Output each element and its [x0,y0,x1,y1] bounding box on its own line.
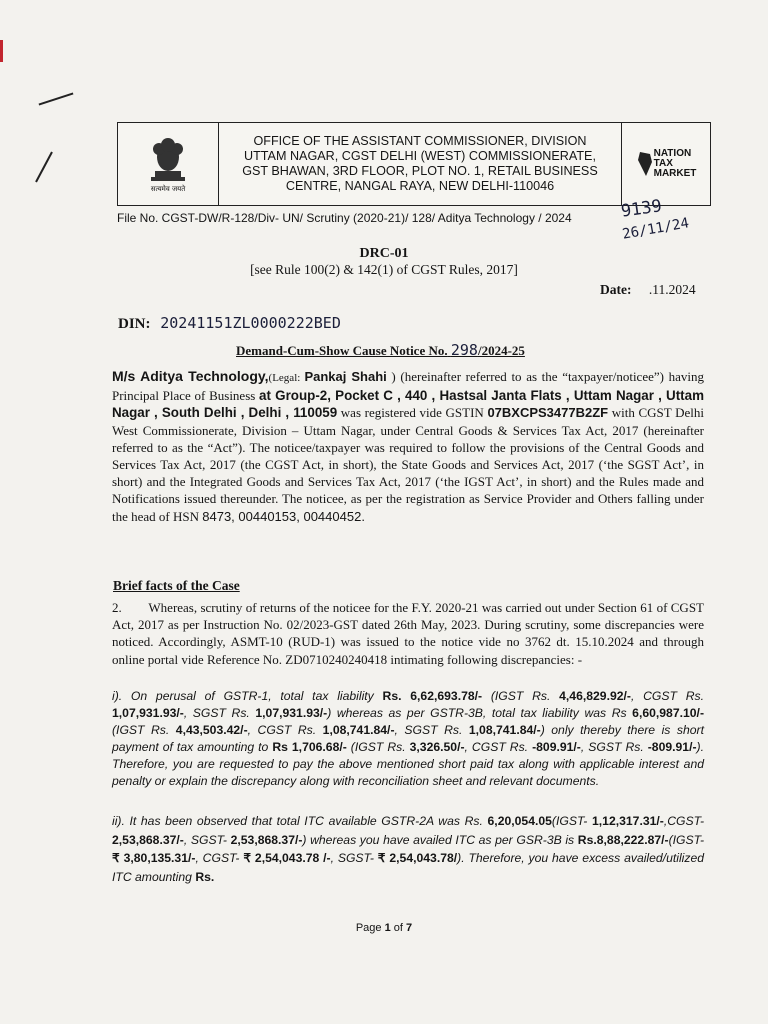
page-number: 1 [384,922,391,934]
date-value: .11.2024 [648,282,696,297]
item-text: ,CGST- [663,814,705,828]
item-text: , SGST- [183,832,231,847]
item-text: , SGST Rs. [394,723,469,737]
page-footer [0,922,768,934]
amount: 1,08,741.84/- [468,723,541,737]
amount: 4,43,503.42/- [175,723,248,737]
item-text: (IGST Rs. [112,723,176,737]
page-total: 7 [406,922,413,934]
office-line: CENTRE, NANGAL RAYA, NEW DELHI-110046 [285,179,555,193]
office-address [219,123,621,205]
amount: 4,46,829.92/- [559,689,631,703]
amount: -809.91/- [647,740,697,754]
item-text: , CGST Rs. [464,740,533,754]
business-address: at Group-2, Pocket C , 440 , Hastsal Janta Flats , Uttam Nagar , Uttam Nagar , South Delhi , Delhi , 110059 [112,388,704,421]
item-text: ) whereas as per GSTR-3B, total tax liability was Rs [327,706,633,720]
amount: Rs 1,706.68/- [272,740,347,754]
amount: Rs. 6,62,693.78/- [382,689,483,703]
amount: Rs. [195,869,215,884]
notice-number: 298 [450,341,478,359]
amount: 6,60,987.10/- [632,706,704,720]
amount: 6,20,054.05 [487,814,552,828]
discrepancy-item-1 [112,688,704,790]
intro-text: ) (hereinafter referred to as the “taxpayer/noticee”) having Principal Place of Business [112,369,704,404]
logo-map-icon [636,150,654,178]
amount: ₹ 2,54,043.78 /- [243,851,331,865]
item-text: , CGST Rs. [247,723,323,737]
legal-label: (Legal: [268,372,305,384]
intro-text: was registered vide GSTIN [337,405,488,421]
amount: 1,08,741.84/- [322,723,395,737]
amount: 1,07,931.93/- [255,706,328,720]
item-text: ) only thereby there is short payment of tax amounting to [112,723,704,754]
discrepancy-item-2 [112,812,704,886]
din-line [118,314,341,333]
intro-text: with CGST Delhi West Commissionerate, Division – Uttam Nagar, under Central Goods & Services Tax Act, 2017 (hereinafter referred to as the “Act”). The noticee/taxpayer was required to follow the provisions of the Central Goods and Services Tax Act, 2017 (the CGST Act, in short), the State Goods and Services Act, 2017 (‘the SGST Act’, in short) and the Integrated Goods and Services Tax Act, 2017 (‘the IGST Act’, in short) and the Rules made and Notifications issued thereunder. The noticee, as per the registration as Service Provider and Others falling under the head of HSN [112,405,704,524]
nation-tax-market-logo [621,123,710,205]
logo-line: MARKET [653,168,697,179]
file-number: File No. CGST-DW/R-128/Div- UN/ Scrutiny (2020-21)/ 128/ Aditya Technology / 2024 [117,211,572,225]
amount: ₹ 2,54,043.78/ [377,851,458,865]
logo-line: TAX [653,158,673,169]
item-text: (IGST Rs. [346,740,410,754]
office-line: GST BHAWAN, 3RD FLOOR, PLOT NO. 1, RETAIL BUSINESS [242,164,598,178]
form-rule: [see Rule 100(2) & 142(1) of CGST Rules, 2017] [250,262,518,277]
item-text: , CGST Rs. [630,689,704,703]
form-title: DRC-01 [359,246,409,261]
gstin: 07BXCPS3477B2ZF [487,405,609,421]
pen-stroke [35,152,53,183]
item-text: (IGST- [551,814,592,828]
hsn-codes: 8473, 00440153, 00440452. [202,508,365,524]
firm-name: M/s Aditya Technology, [112,368,269,384]
handwritten-number: 9139 [619,196,664,222]
amount: Rs.8,88,222.87/- [577,832,669,847]
item-text: , CGST- [195,851,244,865]
item-text: (IGST- [668,832,705,847]
amount: -809.91/- [532,740,581,754]
national-emblem-icon [141,135,195,185]
amount: 1,07,931.93/- [112,706,184,720]
office-line: OFFICE OF THE ASSISTANT COMMISSIONER, DIVISION [253,134,587,148]
item-text: , SGST Rs. [580,740,648,754]
item-text: , SGST- [330,851,378,865]
notice-prefix: Demand-Cum-Show Cause Notice No. [236,343,448,358]
facts-paragraph [112,599,708,668]
handwritten-date: 26/11/24 [621,215,691,243]
item-text: ). Therefore, you are requested to pay the above mentioned short paid tax along with applicable interest and penalty or explain the discrepancy along with reconciliation sheet and relevant documents. [112,740,704,788]
amount: ₹ 3,80,135.31/- [112,851,196,865]
amount: 1,12,317.31/- [592,814,664,828]
emblem [118,123,219,205]
item-text: ). Therefore, you have excess availed/utilized ITC amounting [112,851,705,884]
date-label: Date: [600,282,632,297]
legal-name: Pankaj Shahi [304,369,387,384]
office-line: UTTAM NAGAR, CGST DELHI (WEST) COMMISSIONERATE, [244,149,596,163]
notice-date [600,282,696,298]
para-2: 2. Whereas, scrutiny of returns of the noticee for the F.Y. 2020-21 was carried out under Section 61 of CGST Act, 2017 as per Instruction No. 02/2023-GST dated 26th May, 2023. During scrutiny, some discrepancies were noticed. Accordingly, ASMT-10 (RUD-1) was issued to the notice vide no 3762 dt. 15.10.2024 and through online portal vide Reference No. ZD0710240240418 intimating following discrepancies: - [112,600,708,667]
item-text: i). On perusal of GSTR-1, total tax liability [112,689,383,703]
red-edge-mark [0,40,3,62]
amount: 3,326.50/- [409,740,465,754]
din-label: DIN: [118,316,151,332]
intro-paragraph [112,368,704,525]
section-heading: Brief facts of the Case [113,578,240,593]
item-text: , SGST Rs. [183,706,256,720]
amount: 2,53,868.37/- [230,832,303,847]
amount: 2,53,868.37/- [112,832,184,847]
emblem-caption: सत्यमेव जयते [150,184,186,193]
pen-stroke [39,92,74,105]
notice-title [236,341,525,359]
office-header [117,122,711,206]
footer-text: of [390,922,407,934]
footer-text: Page [355,922,385,934]
logo-line: NATION [653,148,692,159]
item-text: (IGST Rs. [482,689,560,703]
item-text: ii). It has been observed that total ITC available GSTR-2A was Rs. [112,814,488,828]
din-value: 20241151ZL0000222BED [160,314,341,332]
notice-suffix: /2024-25 [477,343,525,358]
item-text: ) whereas you have availed ITC as per GSR-3B is [302,832,578,847]
